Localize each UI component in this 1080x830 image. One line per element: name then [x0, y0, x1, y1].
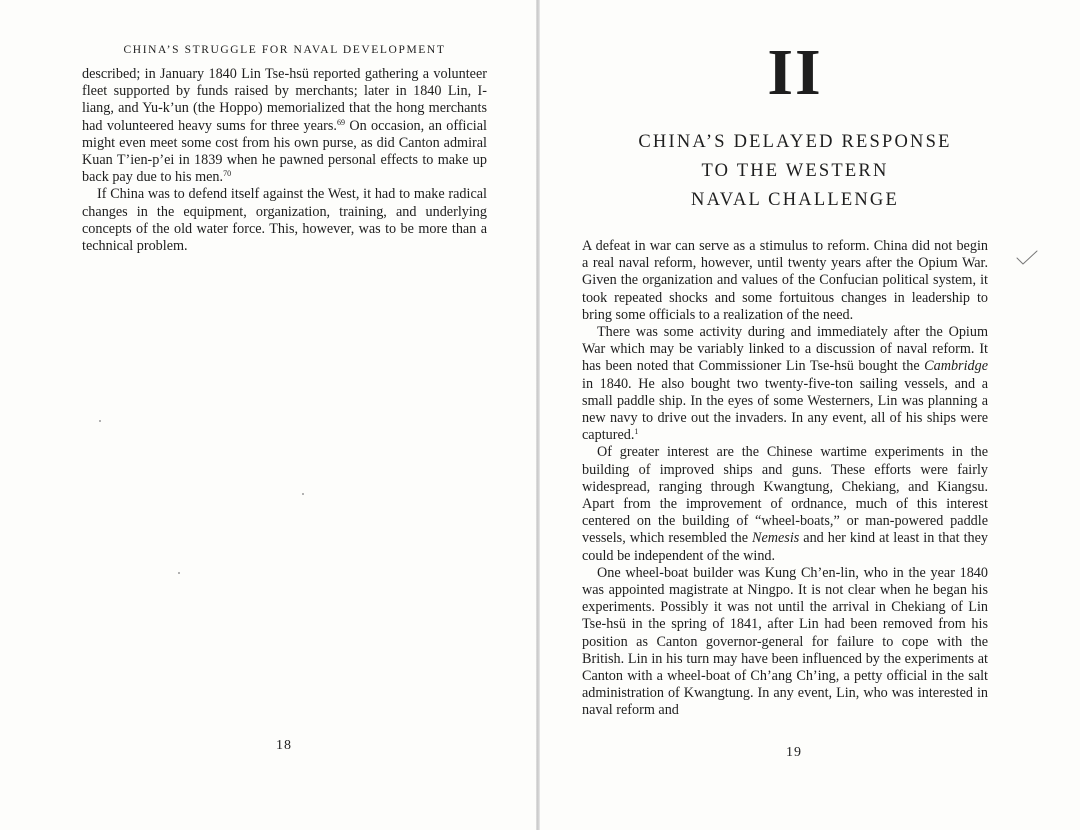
right-page-body — [582, 238, 988, 720]
text-run: There was some activity during and immediately after the Opium War which may be variably linked to a discussion of naval reform. It has been noted that Commissioner Lin Tse-hsü bought the — [582, 324, 988, 375]
right-page — [537, 0, 1080, 830]
ship-name: Cambridge — [924, 358, 988, 375]
paragraph: One wheel-boat builder was Kung Ch’en-lin, who in the year 1840 was appointed magistrate at Ningpo. It is not clear when he began his experiments. Possibly it was not until the arrival in Chekiang of Lin Tse-hsü in the spring of 1841, after Lin had been removed from his position as Canton governor-general for failure to cope with the British. Lin in his turn may have been influenced by the experiments at Canton with a wheel-boat of Ch’ang Ch’ing, a petty official in the salt administration of Kwangtung. In any event, Lin, who was interested in naval reform and — [582, 564, 988, 719]
paragraph — [82, 66, 487, 186]
chapter-title — [537, 128, 1053, 215]
footnote-ref: 70 — [223, 169, 232, 179]
text-run: in 1840. He also bought two twenty-five-ton sailing vessels, and a small paddle ship. In the eyes of some Westerners, Lin was planning a new navy to drive out the invaders. In any event, all of his ships were captured. — [582, 375, 988, 444]
paper-speck — [302, 493, 304, 495]
paragraph — [582, 444, 988, 564]
checkmark-icon — [1015, 248, 1039, 268]
left-page-body — [82, 66, 487, 255]
text-run: and her kind at least in that they could be independent of the wind. — [582, 530, 988, 564]
text-run: described; in January 1840 Lin Tse-hsü reported gathering a volunteer fleet supported by funds raised by merchants; later in 1840 Lin, I-liang, and Yu-k’un (the Hoppo) memorialized that the hong merchants had volunteered heavy sums for three years. — [82, 66, 487, 134]
chapter-title-line: CHINA’S DELAYED RESPONSE — [638, 132, 952, 152]
page-number: 18 — [276, 738, 292, 753]
chapter-title-line: NAVAL CHALLENGE — [691, 190, 899, 210]
left-page — [0, 0, 537, 830]
chapter-title-line: TO THE WESTERN — [701, 161, 889, 181]
running-head: CHINA’S STRUGGLE FOR NAVAL DEVELOPMENT — [123, 44, 446, 56]
chapter-number: II — [767, 36, 823, 109]
text-run: Of greater interest are the Chinese wartime experiments in the building of improved ships and guns. These efforts were fairly widespread, ranging through Kwangtung, Chekiang, and Kiangsu. Apart from the improvement of ordnance, much of this interest centered on the building of “wheel-boats,” or man-powered paddle vessels, which resembled the — [582, 444, 988, 547]
paper-speck — [178, 572, 180, 574]
text-run: On occasion, an official might even meet some cost from his own purse, as did Canton admiral Kuan T’ien-p’ei in 1839 when he pawned personal effects to make up back pay due to his men. — [82, 117, 487, 186]
paragraph — [582, 324, 988, 444]
footnote-ref: 69 — [336, 117, 345, 127]
paragraph: If China was to defend itself against the West, it had to make radical changes in the equipment, organization, training, and underlying concepts of the old water force. This, however, was to be more than a technical problem. — [82, 186, 487, 255]
ship-name: Nemesis — [752, 530, 800, 547]
paper-speck — [99, 420, 101, 422]
paragraph: A defeat in war can serve as a stimulus to reform. China did not begin a real naval reform, however, until twenty years after the Opium War. Given the organization and values of the Confucian political system, it took repeated shocks and some fortuitous changes in leadership to bring some officials to a realization of the need. — [582, 238, 988, 323]
page-number: 19 — [786, 745, 802, 760]
footnote-ref: 1 — [634, 427, 639, 437]
